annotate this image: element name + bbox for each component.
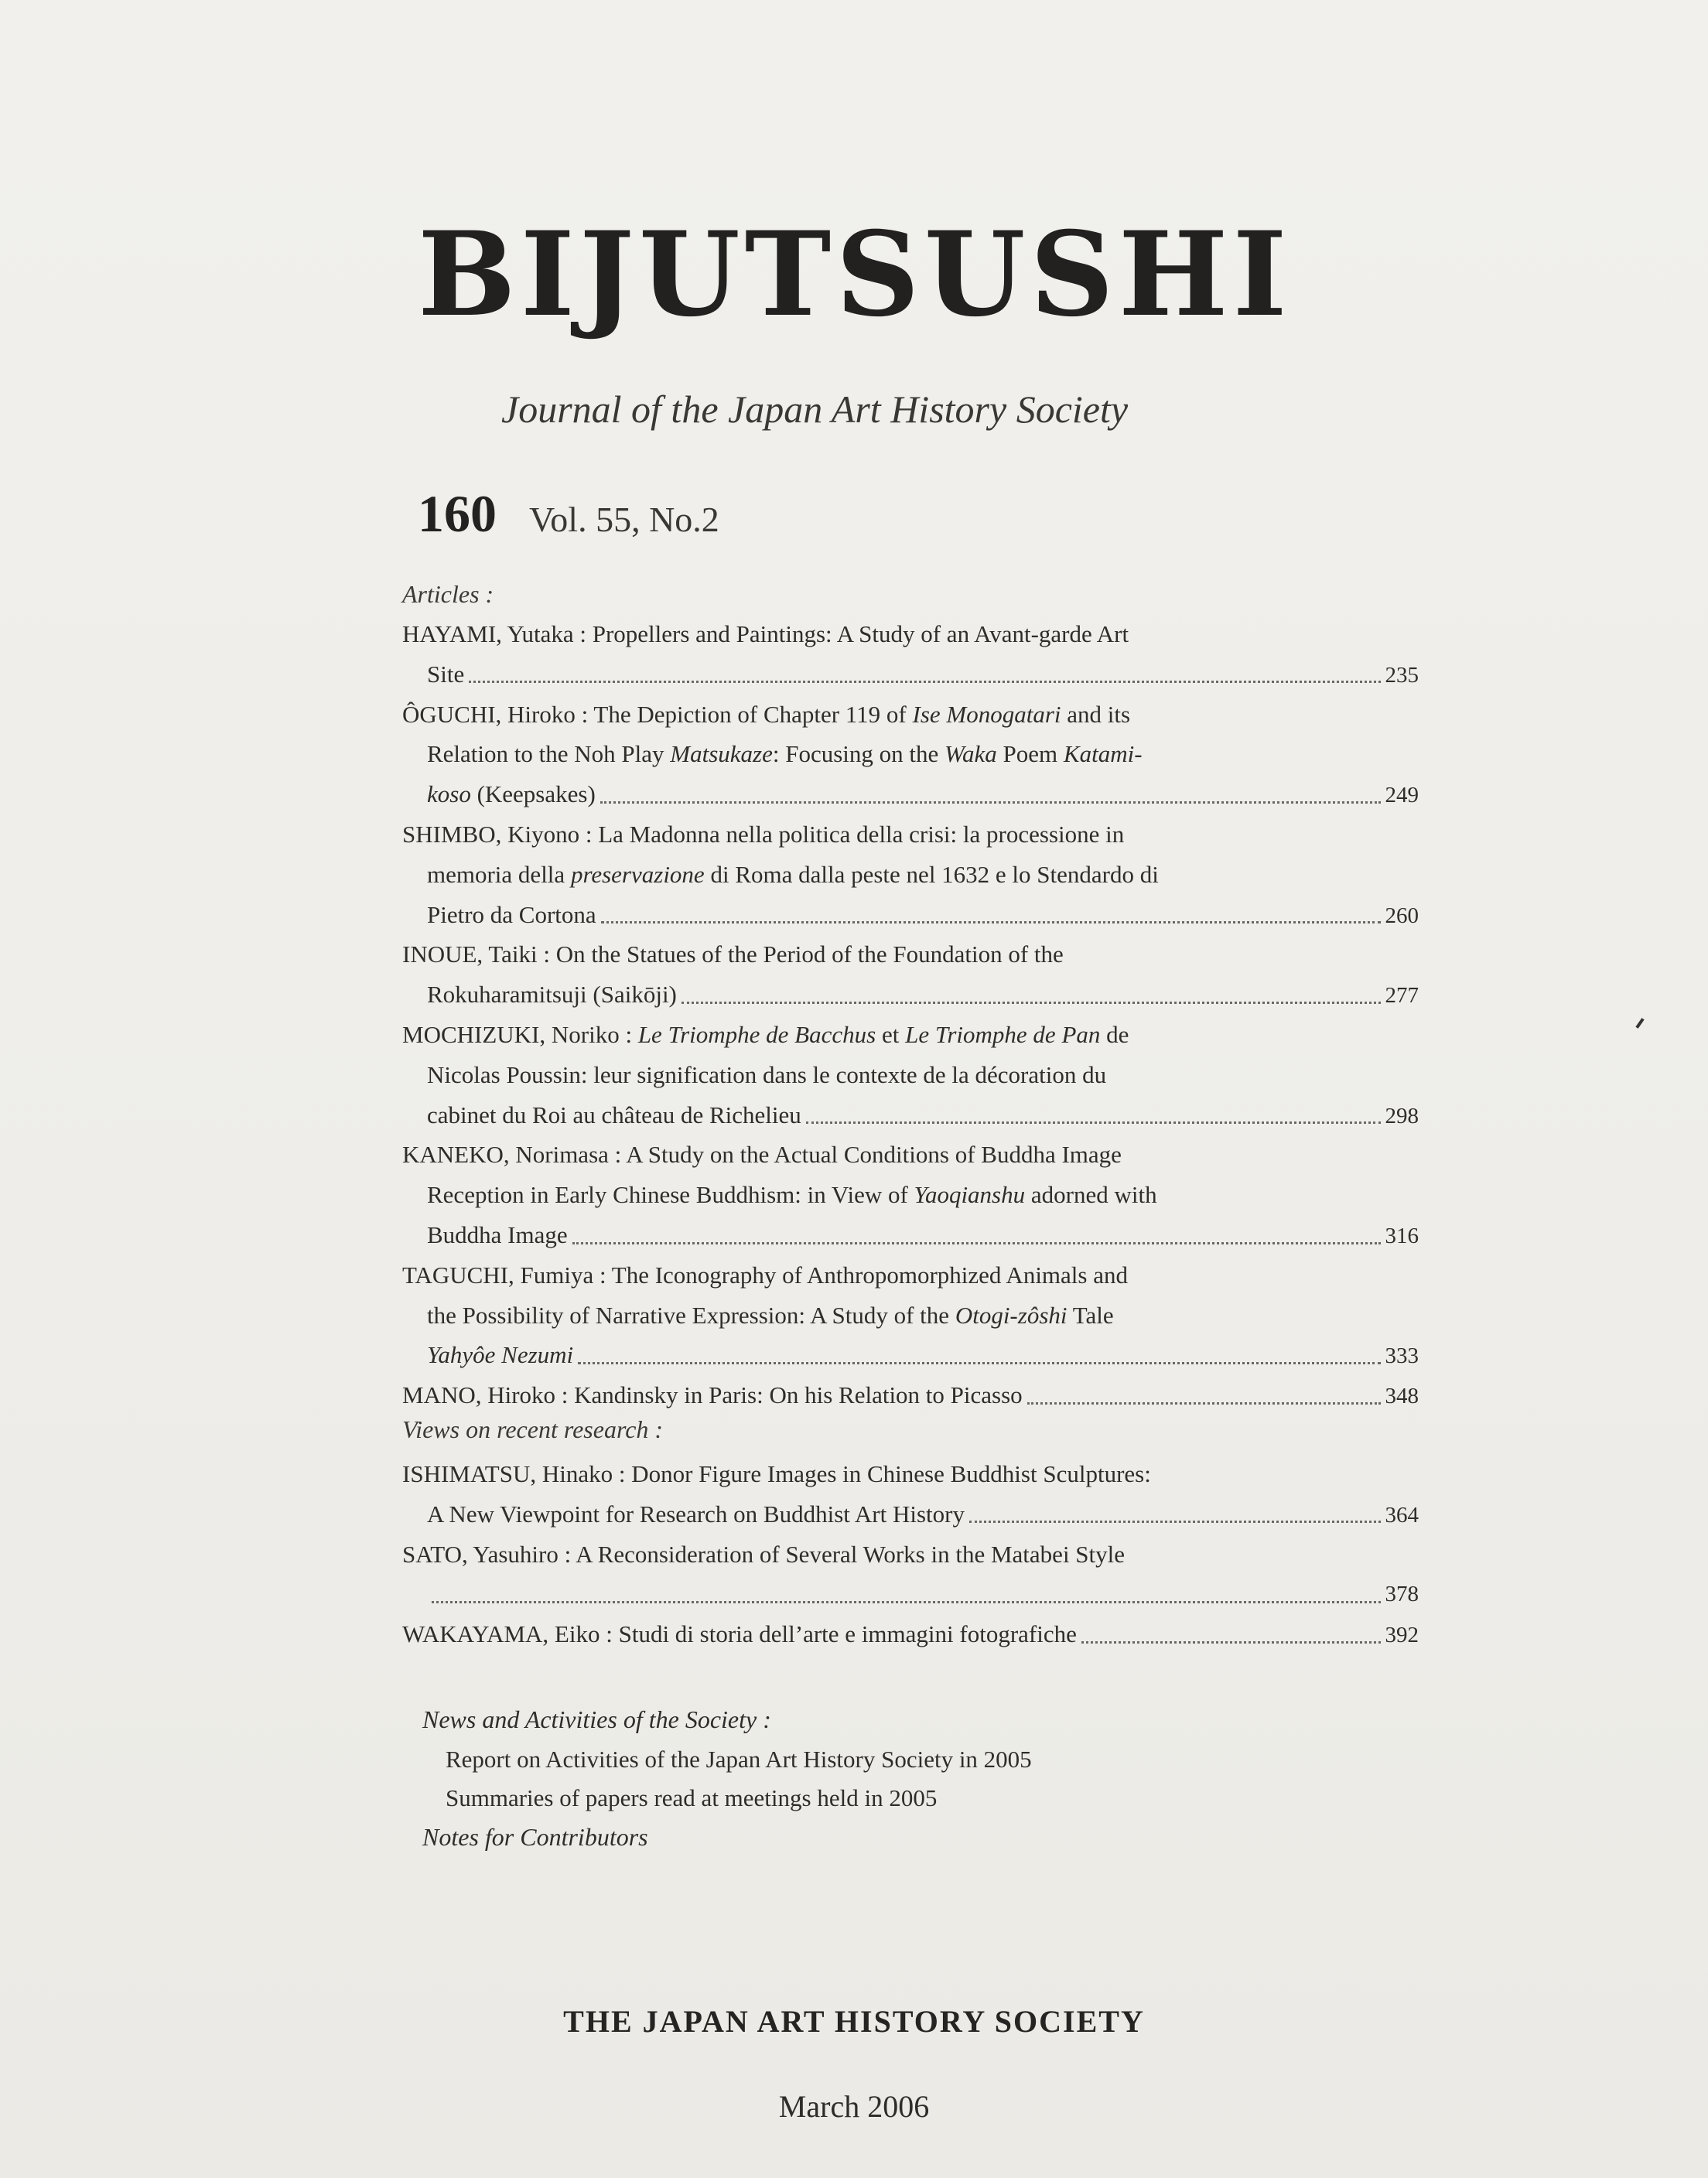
articles-entry-text: cabinet du Roi au château de Richelieu	[427, 1101, 801, 1128]
articles-entry-text: MANO, Hiroko : Kandinsky in Paris: On his Relation to Picasso	[402, 1381, 1023, 1409]
articles-entry-text: Yahyôe Nezumi	[427, 1341, 574, 1369]
articles-entry-text: koso (Keepsakes)	[427, 780, 596, 808]
articles-entry-text: Rokuharamitsuji (Saikōji)	[427, 981, 677, 1009]
dot-leader	[681, 1002, 1381, 1004]
articles-entry-line: INOUE, Taiki : On the Statues of the Period of the Foundation of the	[402, 940, 1064, 968]
articles-entry-line: HAYAMI, Yutaka : Propellers and Paintings: A Study of an Avant-garde Art	[402, 620, 1129, 647]
page-number: 348	[1385, 1384, 1419, 1409]
articles-entry-line: Reception in Early Chinese Buddhism: in View of Yaoqianshu adorned with	[427, 1181, 1157, 1209]
articles-entry-leader-line	[427, 1100, 1419, 1131]
page-number: 249	[1385, 783, 1419, 808]
page-number: 392	[1385, 1623, 1419, 1648]
views-entry-text: WAKAYAMA, Eiko : Studi di storia dell’arte e immagini fotografiche	[402, 1620, 1077, 1648]
views-entry-leader-line	[427, 1499, 1419, 1530]
dot-leader	[806, 1121, 1381, 1124]
dot-leader	[601, 921, 1381, 923]
dot-leader	[572, 1242, 1381, 1244]
articles-entry-line: KANEKO, Norimasa : A Study on the Actual Conditions of Buddha Image	[402, 1141, 1122, 1169]
articles-entry-line: the Possibility of Narrative Expression: A Study of the Otogi-zôshi Tale	[427, 1301, 1114, 1329]
publisher: THE JAPAN ART HISTORY SOCIETY	[563, 2004, 1145, 2039]
journal-subtitle: Journal of the Japan Art History Society	[501, 387, 1129, 431]
publication-date: March 2006	[778, 2089, 930, 2124]
views-heading: Views on recent research :	[402, 1415, 664, 1443]
news-item: Report on Activities of the Japan Art History Society in 2005	[446, 1746, 1032, 1773]
page-number: 298	[1385, 1103, 1419, 1128]
dot-leader	[600, 801, 1381, 804]
articles-entry-leader-line	[427, 779, 1419, 810]
page-number: 260	[1385, 903, 1419, 928]
news-item: Summaries of papers read at meetings held in 2005	[446, 1784, 938, 1811]
views-entry-line: SATO, Yasuhiro : A Reconsideration of Several Works in the Matabei Style	[402, 1540, 1126, 1568]
journal-title: BIJUTSUSHI	[418, 207, 1292, 343]
page-number: 235	[1385, 662, 1419, 688]
articles-heading: Articles :	[402, 580, 494, 608]
articles-entry-leader-line	[427, 1340, 1419, 1371]
articles-entry-line: SHIMBO, Kiyono : La Madonna nella politica della crisi: la processione in	[402, 821, 1125, 848]
dot-leader	[1027, 1402, 1381, 1405]
articles-entry-line: ÔGUCHI, Hiroko : The Depiction of Chapter 119 of Ise Monogatari and its	[402, 700, 1131, 728]
dot-leader	[969, 1521, 1381, 1523]
volume-number: Vol. 55, No.2	[529, 500, 719, 539]
articles-entry-line: Relation to the Noh Play Matsukaze: Focusing on the Waka Poem Katami-	[427, 740, 1143, 768]
views-entry-leader-line	[402, 1619, 1419, 1650]
page-number: 364	[1385, 1502, 1419, 1528]
articles-entry-line: Nicolas Poussin: leur signification dans le contexte de la décoration du	[427, 1060, 1107, 1088]
dot-leader	[469, 681, 1380, 683]
articles-entry-line: TAGUCHI, Fumiya : The Iconography of Anthropomorphized Animals and	[402, 1261, 1128, 1289]
articles-entry-text: Pietro da Cortona	[427, 900, 596, 928]
notes-for-contributors: Notes for Contributors	[422, 1823, 648, 1851]
views-entry-line: ISHIMATSU, Hinako : Donor Figure Images in Chinese Buddhist Sculptures:	[402, 1460, 1151, 1487]
articles-entry-leader-line	[427, 979, 1419, 1010]
articles-entry-line: memoria della preservazione di Roma dalla peste nel 1632 e lo Stendardo di	[427, 860, 1159, 888]
articles-entry-text: Site	[427, 660, 465, 688]
page-number: 378	[1385, 1582, 1419, 1607]
dot-leader	[578, 1362, 1380, 1364]
articles-entry-leader-line	[427, 900, 1419, 930]
dot-leader	[1081, 1641, 1381, 1644]
articles-entry-leader-line	[427, 1220, 1419, 1251]
views-entry-text: A New Viewpoint for Research on Buddhist Art History	[427, 1500, 965, 1528]
articles-entry-line: MOCHIZUKI, Noriko : Le Triomphe de Bacchus et Le Triomphe de Pan de	[402, 1021, 1129, 1048]
page-number: 333	[1385, 1343, 1419, 1369]
page-number: 277	[1385, 983, 1419, 1009]
issue-number: 160	[418, 484, 497, 543]
views-entry-leader-line	[427, 1579, 1419, 1610]
news-heading: News and Activities of the Society :	[422, 1705, 771, 1733]
articles-entry-leader-line	[427, 659, 1419, 690]
articles-entry-leader-line	[402, 1380, 1419, 1411]
page-number: 316	[1385, 1224, 1419, 1248]
dot-leader	[432, 1601, 1381, 1603]
articles-entry-text: Buddha Image	[427, 1221, 568, 1248]
